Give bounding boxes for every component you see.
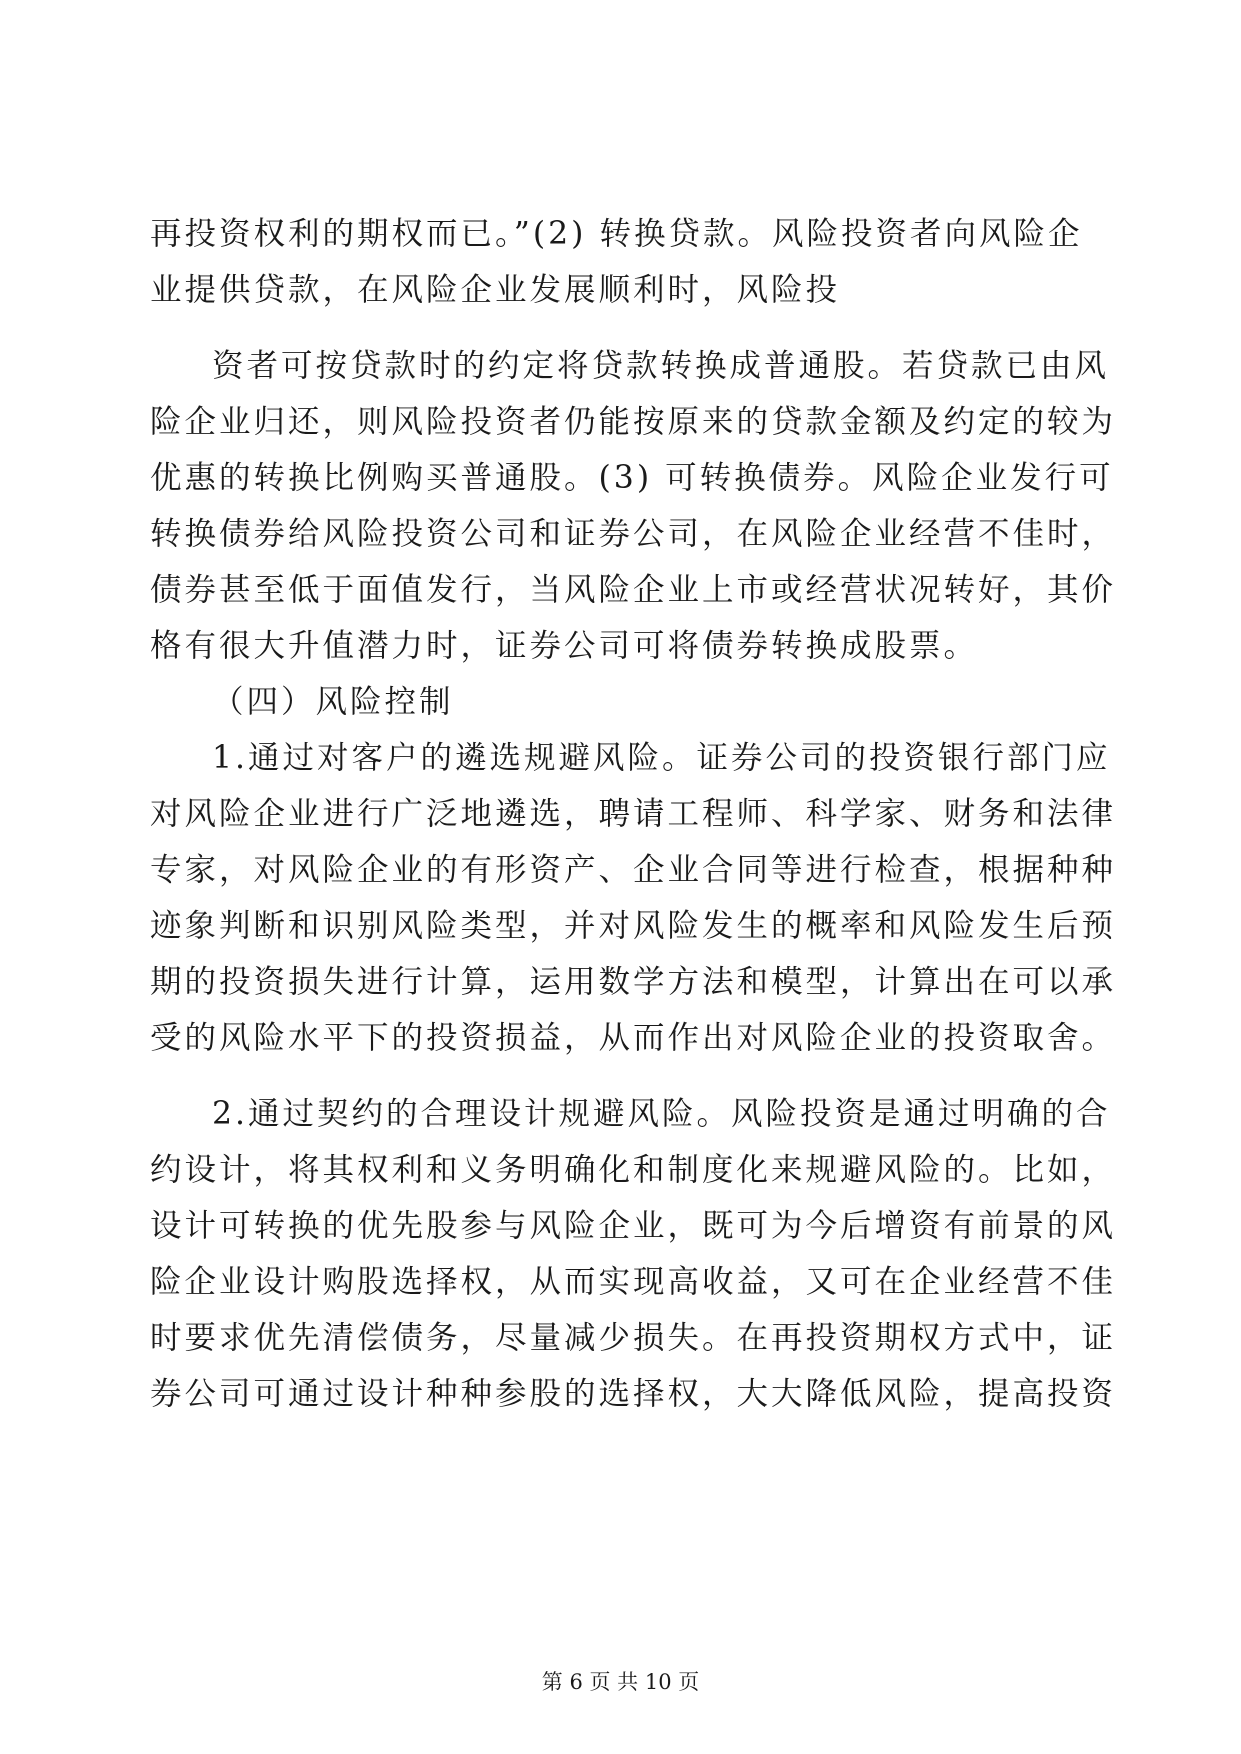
page-number-footer: 第 6 页 共 10 页: [541, 1670, 700, 1694]
paragraph-line: 险企业归还，则风险投资者仍能按原来的贷款金额及约定的较为: [150, 404, 1117, 440]
paragraph-line: 受的风险水平下的投资损益，从而作出对风险企业的投资取舍。: [150, 1020, 1117, 1056]
paragraph-line: 业提供贷款，在风险企业发展顺利时，风险投: [150, 272, 841, 308]
paragraph-line: 对风险企业进行广泛地遴选，聘请工程师、科学家、财务和法律: [150, 796, 1117, 832]
paragraph-line: 时要求优先清偿债务，尽量减少损失。在再投资期权方式中，证: [150, 1320, 1117, 1356]
paragraph-line: 转换债券给风险投资公司和证券公司，在风险企业经营不佳时，: [150, 516, 1117, 552]
paragraph-line: 2.通过契约的合理设计规避风险。风险投资是通过明确的合: [212, 1096, 1111, 1132]
paragraph-line: 期的投资损失进行计算，运用数学方法和模型，计算出在可以承: [150, 964, 1117, 1000]
paragraph-line: 1.通过对客户的遴选规避风险。证券公司的投资银行部门应: [212, 740, 1111, 776]
paragraph-line: 设计可转换的优先股参与风险企业，既可为今后增资有前景的风: [150, 1208, 1117, 1244]
paragraph-line: 债券甚至低于面值发行，当风险企业上市或经营状况转好，其价: [150, 572, 1117, 608]
paragraph-line: 约设计，将其权利和义务明确化和制度化来规避风险的。比如，: [150, 1152, 1117, 1188]
section-heading: （四）风险控制: [212, 684, 454, 720]
paragraph-line: 格有很大升值潜力时，证券公司可将债券转换成股票。: [150, 628, 979, 664]
paragraph-line: 资者可按贷款时的约定将贷款转换成普通股。若贷款已由风: [212, 348, 1110, 384]
paragraph-line: 再投资权利的期权而已。”(2) 转换贷款。风险投资者向风险企: [150, 216, 1083, 252]
paragraph-line: 迹象判断和识别风险类型，并对风险发生的概率和风险发生后预: [150, 908, 1117, 944]
paragraph-line: 券公司可通过设计种种参股的选择权，大大降低风险，提高投资: [150, 1376, 1117, 1412]
paragraph-line: 险企业设计购股选择权，从而实现高收益，又可在企业经营不佳: [150, 1264, 1117, 1300]
paragraph-line: 专家，对风险企业的有形资产、企业合同等进行检查，根据种种: [150, 852, 1117, 888]
paragraph-line: 优惠的转换比例购买普通股。(3) 可转换债券。风险企业发行可: [150, 460, 1114, 496]
